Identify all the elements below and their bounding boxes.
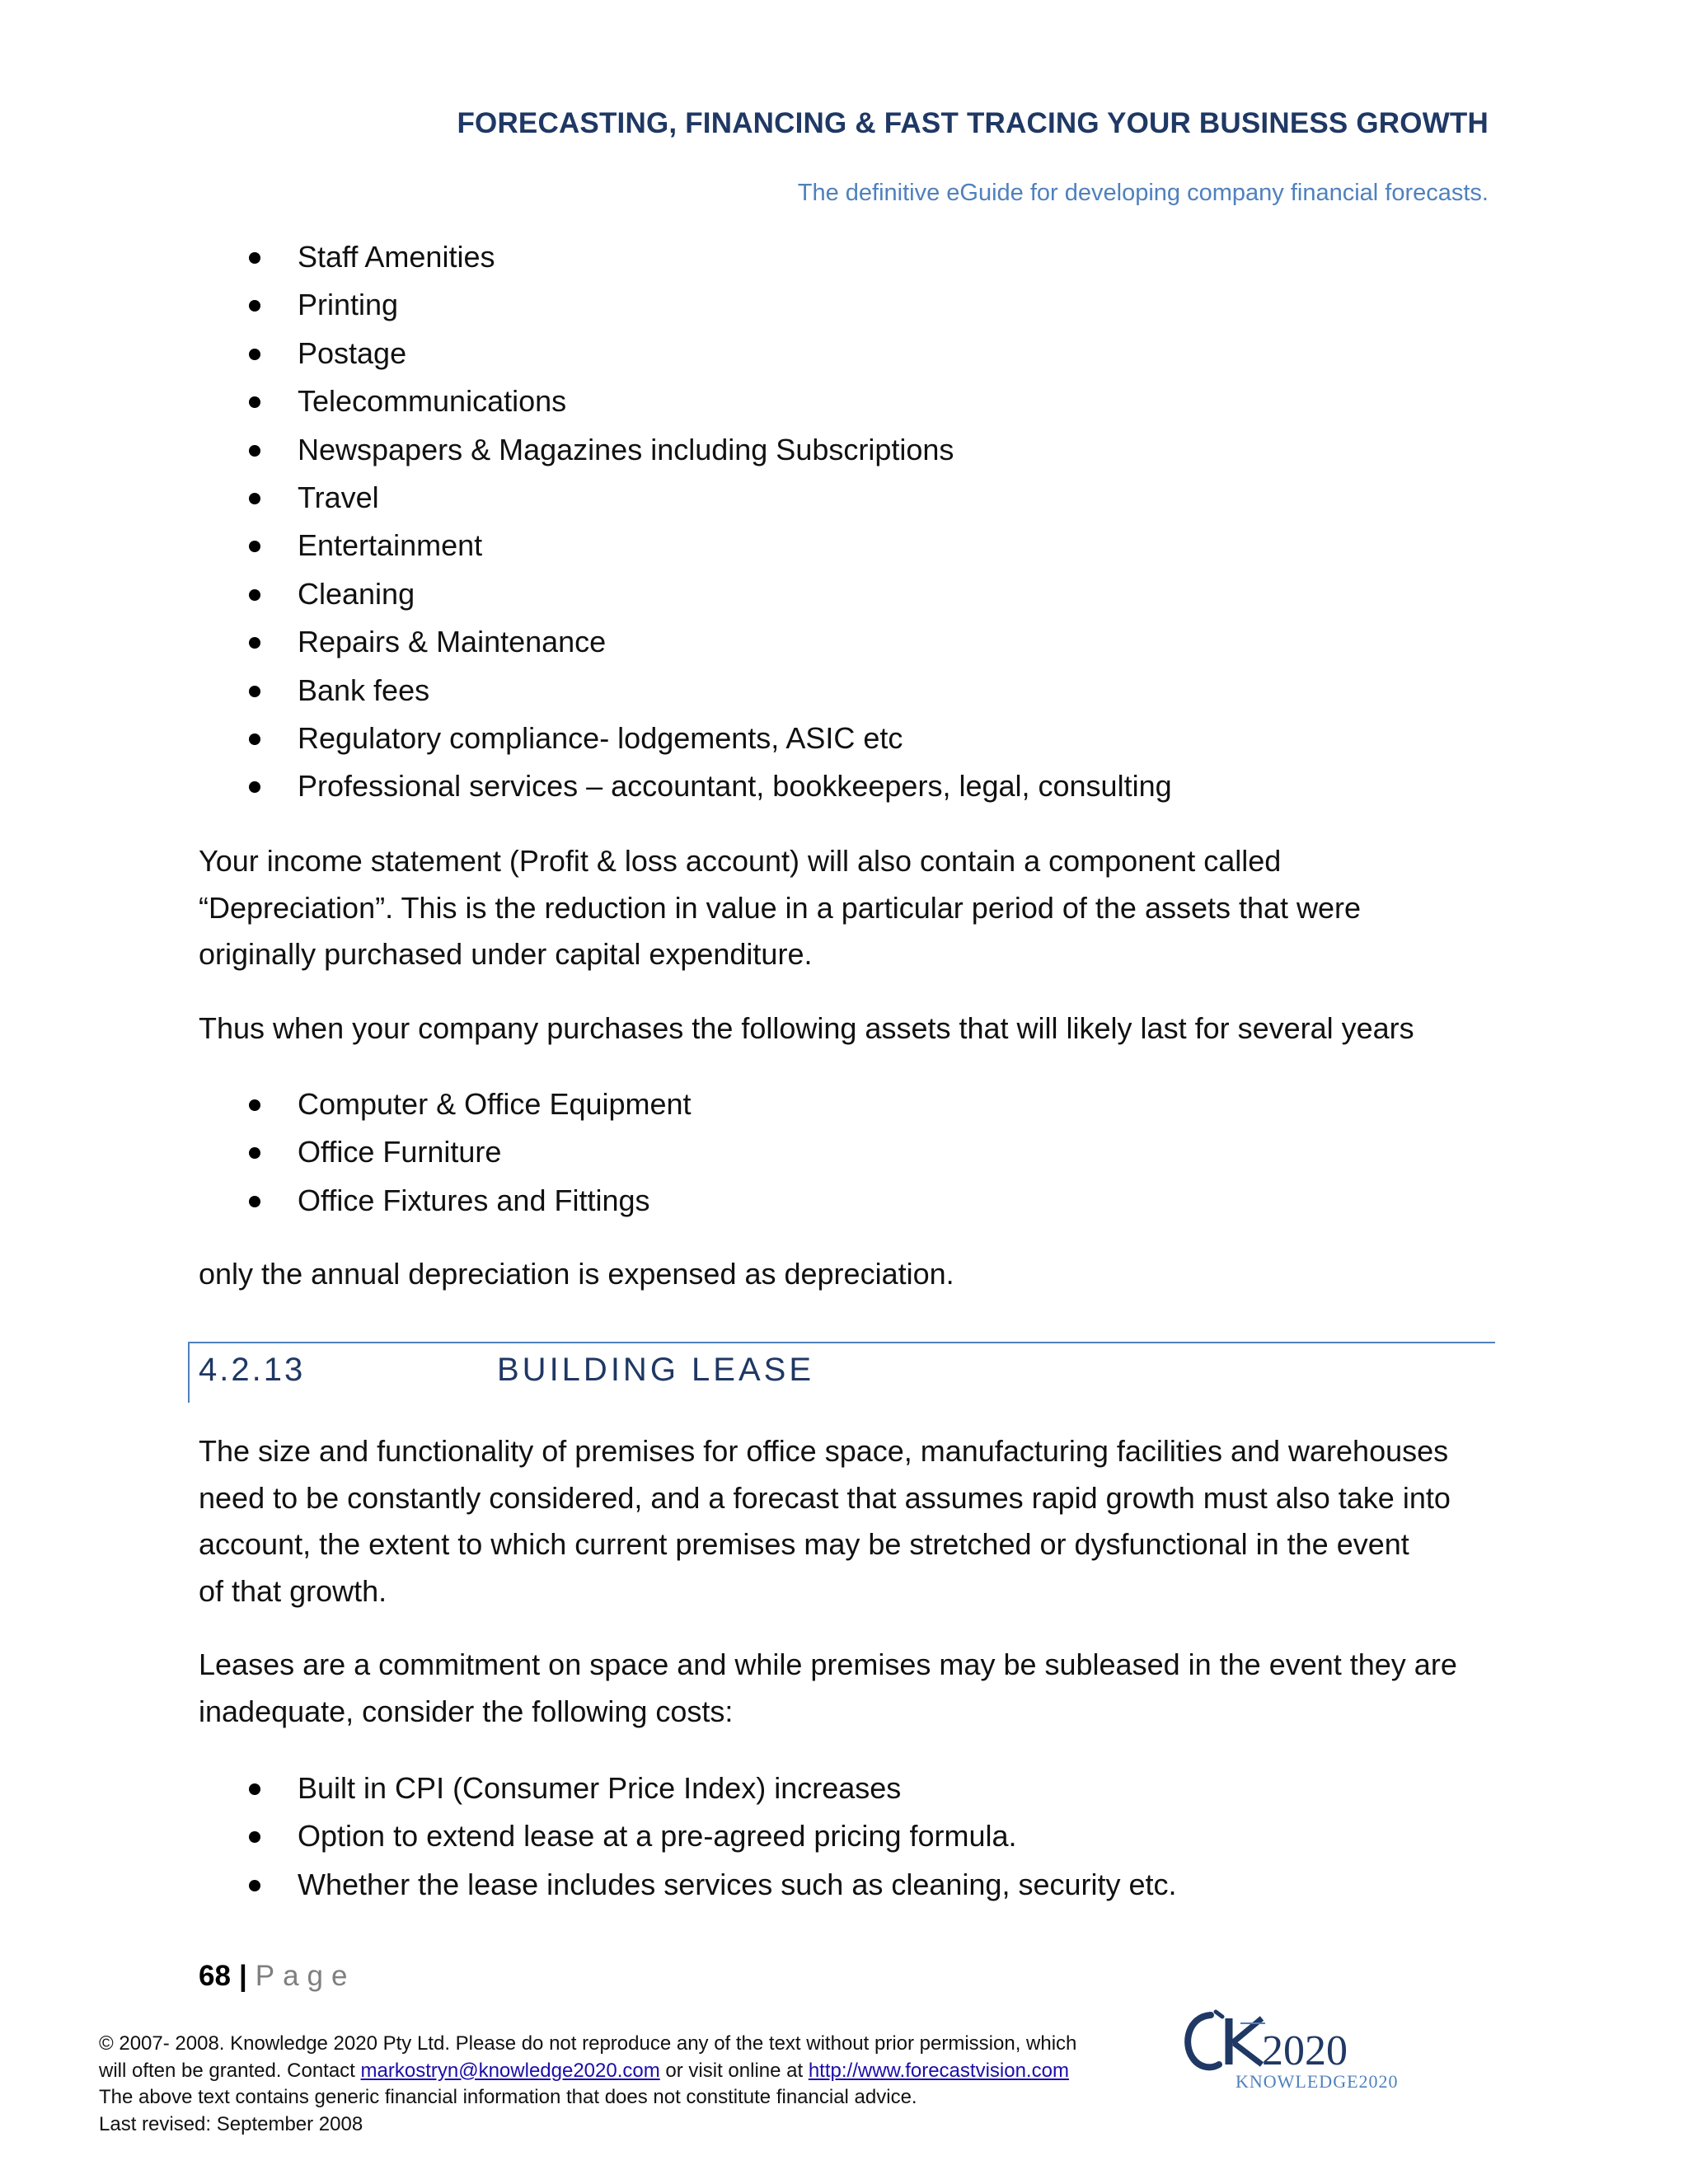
- paragraph-line: inadequate, consider the following costs:: [199, 1694, 734, 1728]
- footer-copyright: © 2007- 2008. Knowledge 2020 Pty Ltd. Please do not reproduce any of the text without prior permission, which: [99, 2032, 1077, 2055]
- list-item: Travel: [199, 474, 1493, 522]
- list-item: Cleaning: [199, 570, 1493, 618]
- bullet-icon: [249, 1783, 260, 1795]
- email-link[interactable]: markostryn@knowledge2020.com: [360, 2059, 660, 2082]
- list-item: Newspapers & Magazines including Subscriptions: [199, 426, 1493, 474]
- lease-paragraph-2: [199, 1642, 1493, 1735]
- website-link[interactable]: http://www.forecastvision.com: [808, 2059, 1069, 2082]
- paragraph-line: of that growth.: [199, 1573, 387, 1608]
- asset-list: [199, 1080, 1493, 1225]
- list-item: Regulatory compliance- lodgements, ASIC etc: [199, 715, 1493, 762]
- list-item: Computer & Office Equipment: [199, 1080, 1493, 1128]
- bullet-icon: [249, 300, 260, 312]
- section-heading-border: [188, 1342, 1495, 1403]
- bullet-icon: [249, 733, 260, 745]
- section-title: BUILDING LEASE: [497, 1352, 815, 1388]
- bullet-icon: [249, 252, 260, 264]
- list-item: Whether the lease includes services such as cleaning, security etc.: [199, 1861, 1493, 1909]
- header-title: FORECASTING, FINANCING & FAST TRACING YOUR BUSINESS GROWTH: [457, 107, 1489, 139]
- bullet-icon: [249, 686, 260, 697]
- paragraph-line: account, the extent to which current premises may be stretched or dysfunctional in the event: [199, 1527, 1409, 1561]
- paragraph-line: Leases are a commitment on space and while premises may be subleased in the event they are: [199, 1647, 1457, 1681]
- paragraph-line: Thus when your company purchases the following assets that will likely last for several years: [199, 1011, 1414, 1045]
- bullet-icon: [249, 1147, 260, 1159]
- footer: [99, 2031, 1170, 2138]
- bullet-icon: [249, 1196, 260, 1207]
- page-number: [199, 1960, 355, 1993]
- bullet-icon: [249, 637, 260, 649]
- footer-contact: will often be granted. Contact markostryn@knowledge2020.com or visit online at http://www.forecastvision.com: [99, 2059, 1069, 2082]
- lease-costs-list: [199, 1765, 1493, 1909]
- bullet-icon: [249, 1099, 260, 1111]
- bullet-icon: [249, 781, 260, 793]
- logo-wordmark: 2020: [1262, 2027, 1348, 2074]
- list-item: Built in CPI (Consumer Price Index) increases: [199, 1765, 1493, 1812]
- logo-subtext: KNOWLEDGE2020: [1236, 2071, 1399, 2092]
- list-item: Option to extend lease at a pre-agreed pricing formula.: [199, 1812, 1493, 1860]
- paragraph-line: only the annual depreciation is expensed as depreciation.: [199, 1257, 954, 1291]
- paragraph-line: need to be constantly considered, and a forecast that assumes rapid growth must also take into: [199, 1480, 1451, 1515]
- list-item: Postage: [199, 330, 1493, 377]
- list-item: Professional services – accountant, bookkeepers, legal, consulting: [199, 762, 1493, 810]
- bullet-icon: [249, 349, 260, 360]
- knowledge2020-logo: [1183, 1999, 1430, 2097]
- bullet-icon: [249, 396, 260, 408]
- list-item: Telecommunications: [199, 377, 1493, 425]
- section-number: 4.2.13: [199, 1352, 306, 1388]
- asset-list-block: [199, 1080, 1493, 1225]
- paragraph-line: The size and functionality of premises for office space, manufacturing facilities and warehouses: [199, 1434, 1449, 1468]
- list-item: Printing: [199, 281, 1493, 329]
- list-item: Staff Amenities: [199, 233, 1493, 281]
- bullet-icon: [249, 445, 260, 457]
- assets-intro: [199, 1005, 1493, 1052]
- list-item: Bank fees: [199, 667, 1493, 715]
- paragraph-line: originally purchased under capital expenditure.: [199, 937, 813, 971]
- footer-revised: Last revised: September 2008: [99, 2112, 363, 2135]
- header-subtitle: The definitive eGuide for developing company financial forecasts.: [797, 180, 1489, 206]
- lease-paragraph-1: [199, 1428, 1493, 1615]
- expense-list-block: [199, 233, 1493, 811]
- expense-list: [199, 233, 1493, 811]
- page-separator: |: [238, 1960, 247, 1992]
- paragraph-line: Your income statement (Profit & loss account) will also contain a component called: [199, 844, 1282, 878]
- bullet-icon: [249, 493, 260, 504]
- list-item: Office Furniture: [199, 1128, 1493, 1176]
- list-item: Office Fixtures and Fittings: [199, 1177, 1493, 1225]
- page-label: Page: [255, 1960, 356, 1992]
- bullet-icon: [249, 589, 260, 601]
- paragraph-line: “Depreciation”. This is the reduction in value in a particular period of the assets that were: [199, 890, 1362, 925]
- bullet-icon: [249, 1831, 260, 1843]
- bullet-icon: [249, 541, 260, 552]
- depreciation-paragraph: [199, 838, 1493, 978]
- lease-costs-block: [199, 1765, 1493, 1909]
- bullet-icon: [249, 1880, 260, 1891]
- list-item: Entertainment: [199, 522, 1493, 569]
- footer-disclaimer: The above text contains generic financial information that does not constitute financial advice.: [99, 2086, 917, 2108]
- depreciation-note: [199, 1251, 1493, 1298]
- page-number-value: 68: [199, 1960, 231, 1992]
- list-item: Repairs & Maintenance: [199, 618, 1493, 666]
